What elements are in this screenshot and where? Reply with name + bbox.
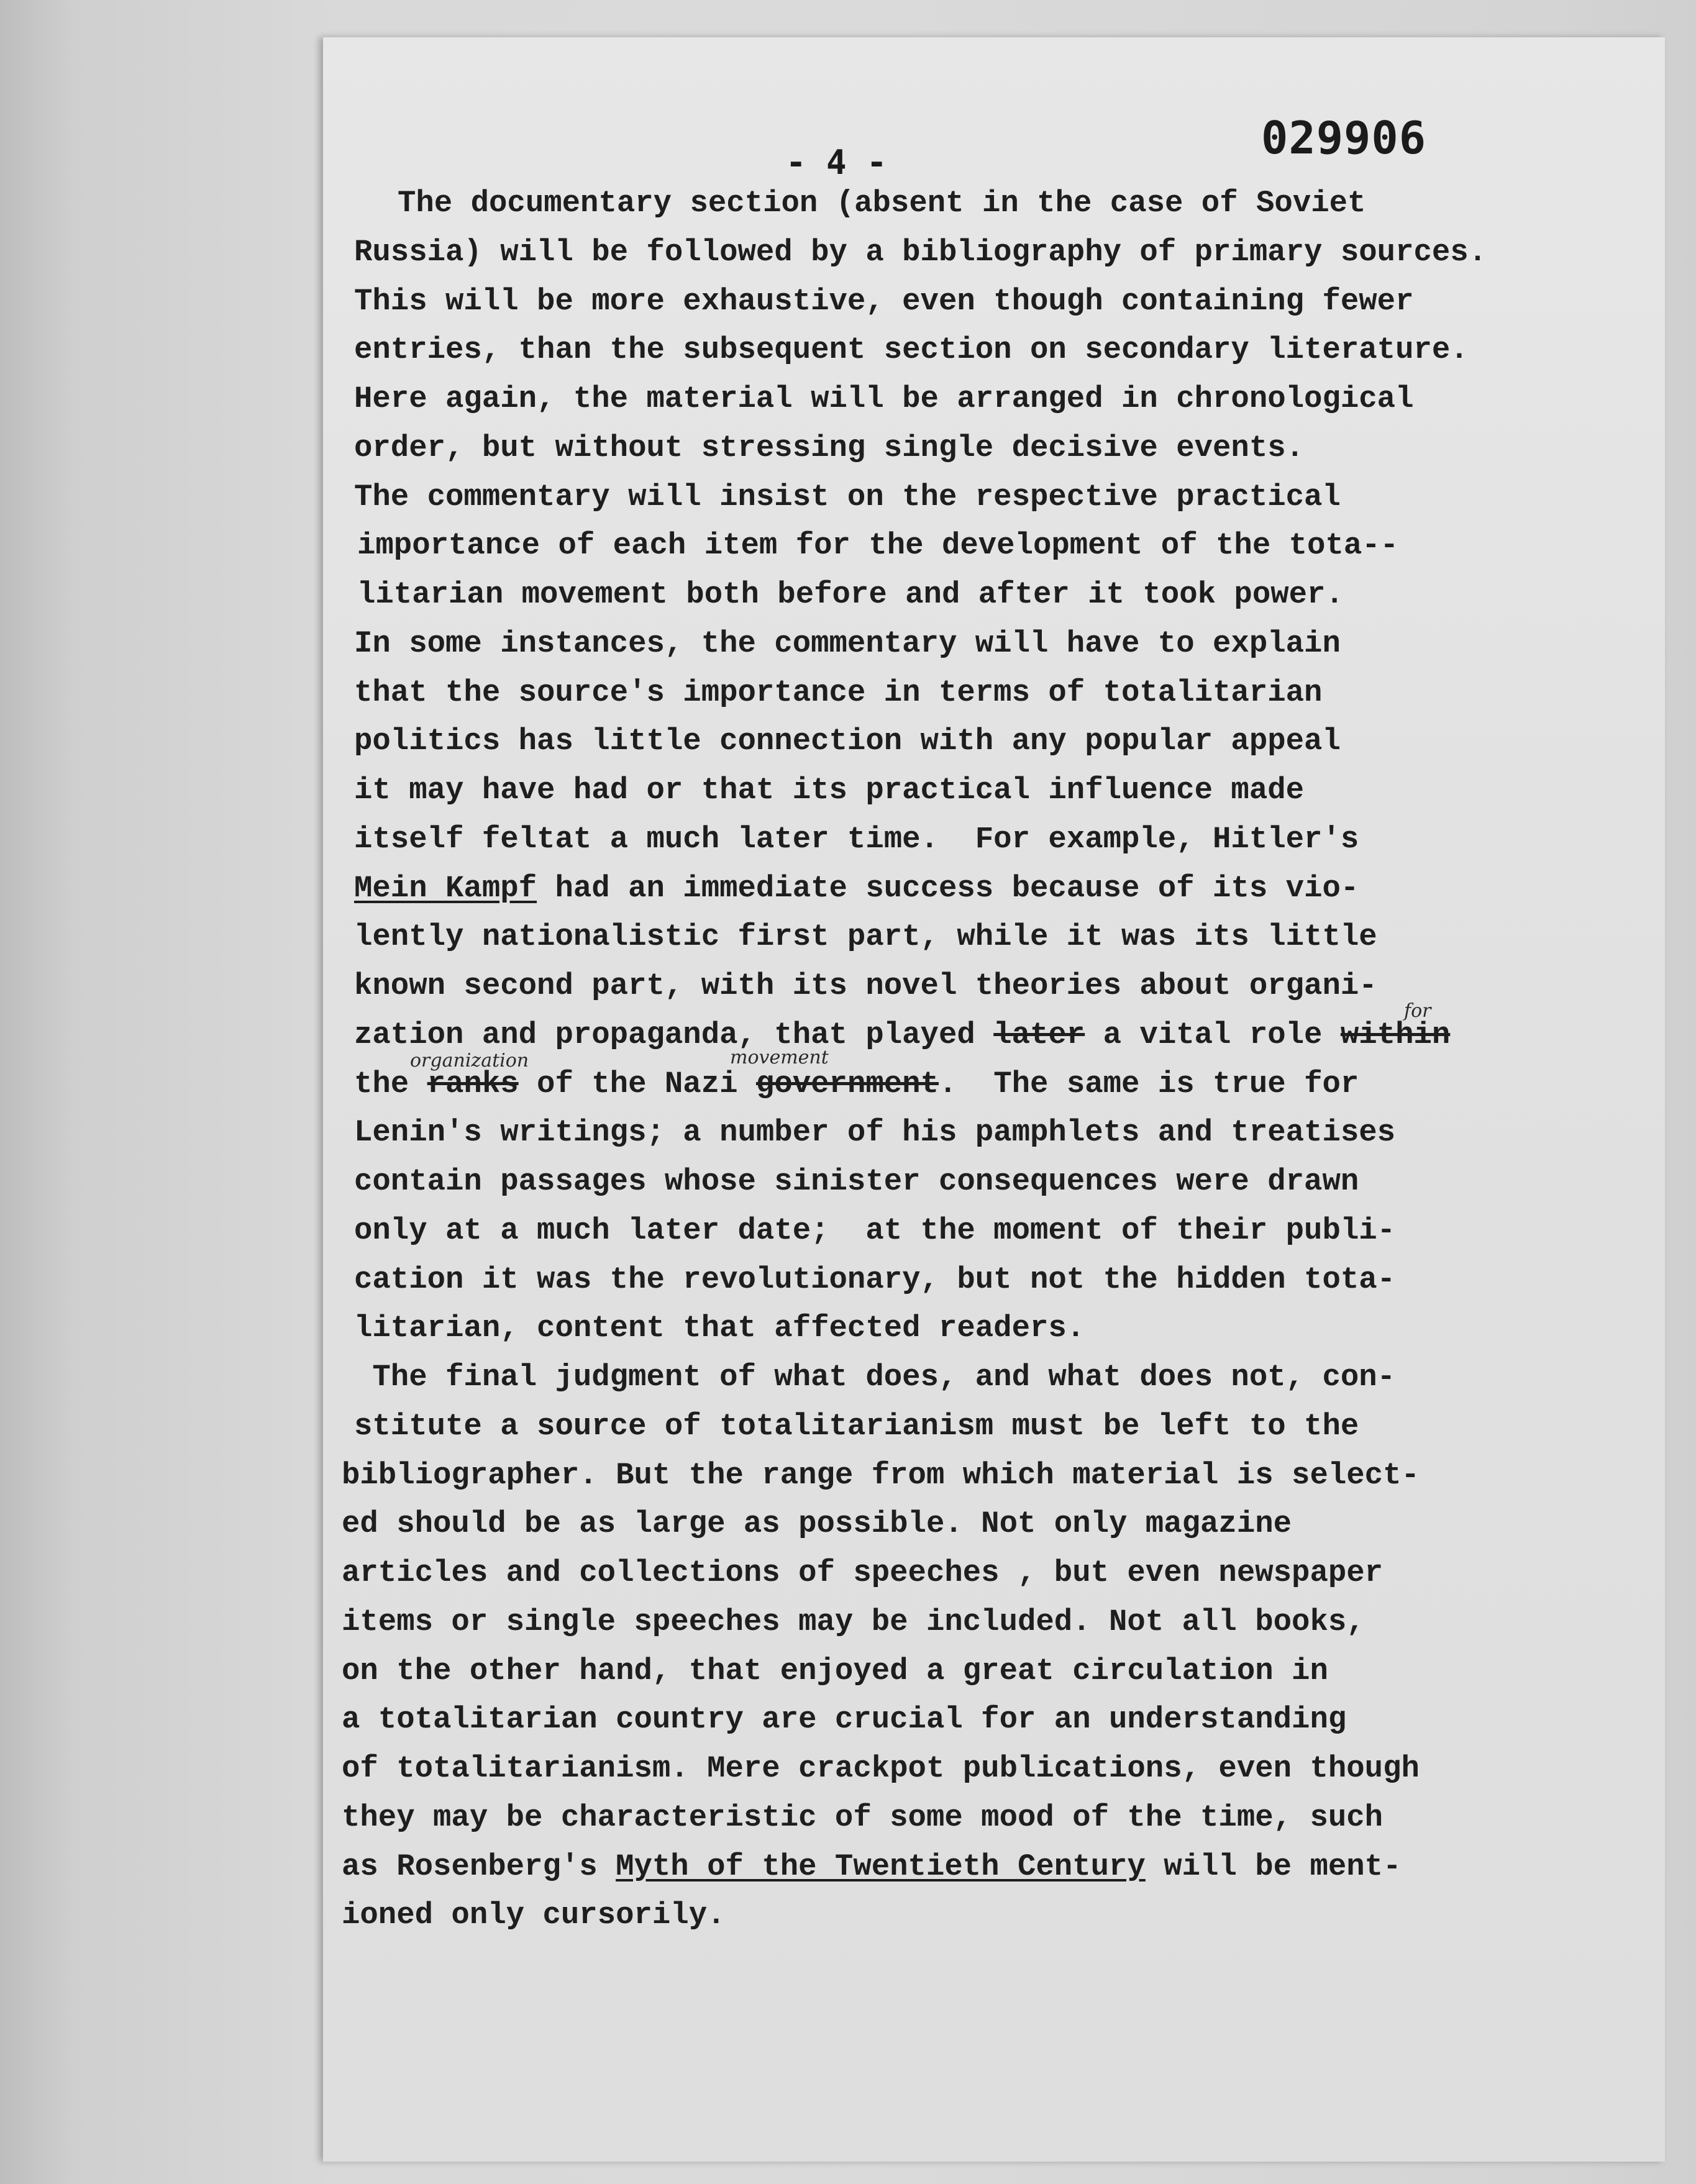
- document-number: 029906: [1261, 112, 1427, 164]
- text-line: on the other hand, that enjoyed a great circulation in: [342, 1654, 1328, 1688]
- text-line: as Rosenberg's Myth of the Twentieth Century will be ment-: [342, 1849, 1402, 1884]
- struck-word: government: [755, 1067, 939, 1101]
- text-line: litarian, content that affected readers.: [354, 1311, 1085, 1345]
- handwritten-insert-movement: movement: [730, 1047, 829, 1068]
- text-line: only at a much later date; at the moment of their publi-: [354, 1213, 1396, 1248]
- text-line: Lenin's writings; a number of his pamphlets and treatises: [354, 1115, 1396, 1150]
- text-line: Mein Kampf had an immediate success because of its vio-: [354, 871, 1359, 906]
- text-line: entries, than the subsequent section on secondary literature.: [354, 332, 1469, 367]
- text-line: order, but without stressing single decisive events.: [354, 430, 1305, 465]
- text-line: they may be characteristic of some mood of the time, such: [342, 1800, 1384, 1835]
- text-line: In some instances, the commentary will have to explain: [354, 626, 1341, 661]
- text-line: The documentary section (absent in the case of Soviet: [398, 186, 1366, 221]
- handwritten-insert-organization: organization: [410, 1050, 529, 1072]
- book-title-myth: Myth of the Twentieth Century: [616, 1849, 1146, 1884]
- text-line: articles and collections of speeches , but even newspaper: [342, 1555, 1384, 1590]
- book-title-mein-kampf: Mein Kampf: [354, 871, 537, 906]
- text-line: contain passages whose sinister consequences were drawn: [354, 1164, 1359, 1199]
- text-line: known second part, with its novel theories about organi-: [354, 968, 1377, 1003]
- text-line: ioned only cursorily.: [342, 1898, 726, 1932]
- struck-word: later: [993, 1017, 1085, 1052]
- text-line: that the source's importance in terms of totalitarian: [354, 675, 1323, 710]
- struck-word: ranks: [427, 1067, 519, 1101]
- text-line: items or single speeches may be included. Not all books,: [342, 1604, 1365, 1639]
- text-line: Russia) will be followed by a bibliography of primary sources.: [354, 235, 1487, 270]
- text-line: itself feltat a much later time. For example, Hitler's: [354, 822, 1359, 857]
- text-line: politics has little connection with any popular appeal: [354, 724, 1341, 758]
- text-line: Here again, the material will be arranged in chronological: [354, 381, 1414, 416]
- text-line: The commentary will insist on the respective practical: [354, 480, 1341, 514]
- text-line: it may have had or that its practical influence made: [354, 773, 1305, 808]
- text-line: The final judgment of what does, and what does not, con-: [354, 1360, 1396, 1395]
- text-line: cation it was the revolutionary, but not the hidden tota-: [354, 1262, 1396, 1297]
- text-line: litarian movement both before and after it took power.: [357, 577, 1344, 612]
- struck-word: within: [1340, 1017, 1451, 1052]
- text-line: zation and propaganda, that played later a vital role within: [354, 1017, 1451, 1052]
- page-number: - 4 -: [786, 143, 887, 182]
- document-page: [323, 37, 1665, 2162]
- text-line: This will be more exhaustive, even though containing fewer: [354, 284, 1414, 319]
- text-line: of totalitarianism. Mere crackpot publications, even though: [342, 1751, 1420, 1786]
- text-line: the ranks of the Nazi government. The same is true for: [354, 1067, 1359, 1101]
- handwritten-insert-for: for: [1404, 1000, 1431, 1022]
- text-line: ed should be as large as possible. Not only magazine: [342, 1506, 1292, 1541]
- text-line: bibliographer. But the range from which material is select-: [342, 1458, 1420, 1493]
- text-line: stitute a source of totalitarianism must be left to the: [354, 1409, 1359, 1444]
- text-line: a totalitarian country are crucial for an understanding: [342, 1702, 1347, 1737]
- text-line: lently nationalistic first part, while it was its little: [354, 919, 1377, 954]
- text-line: importance of each item for the development of the tota--: [357, 528, 1399, 563]
